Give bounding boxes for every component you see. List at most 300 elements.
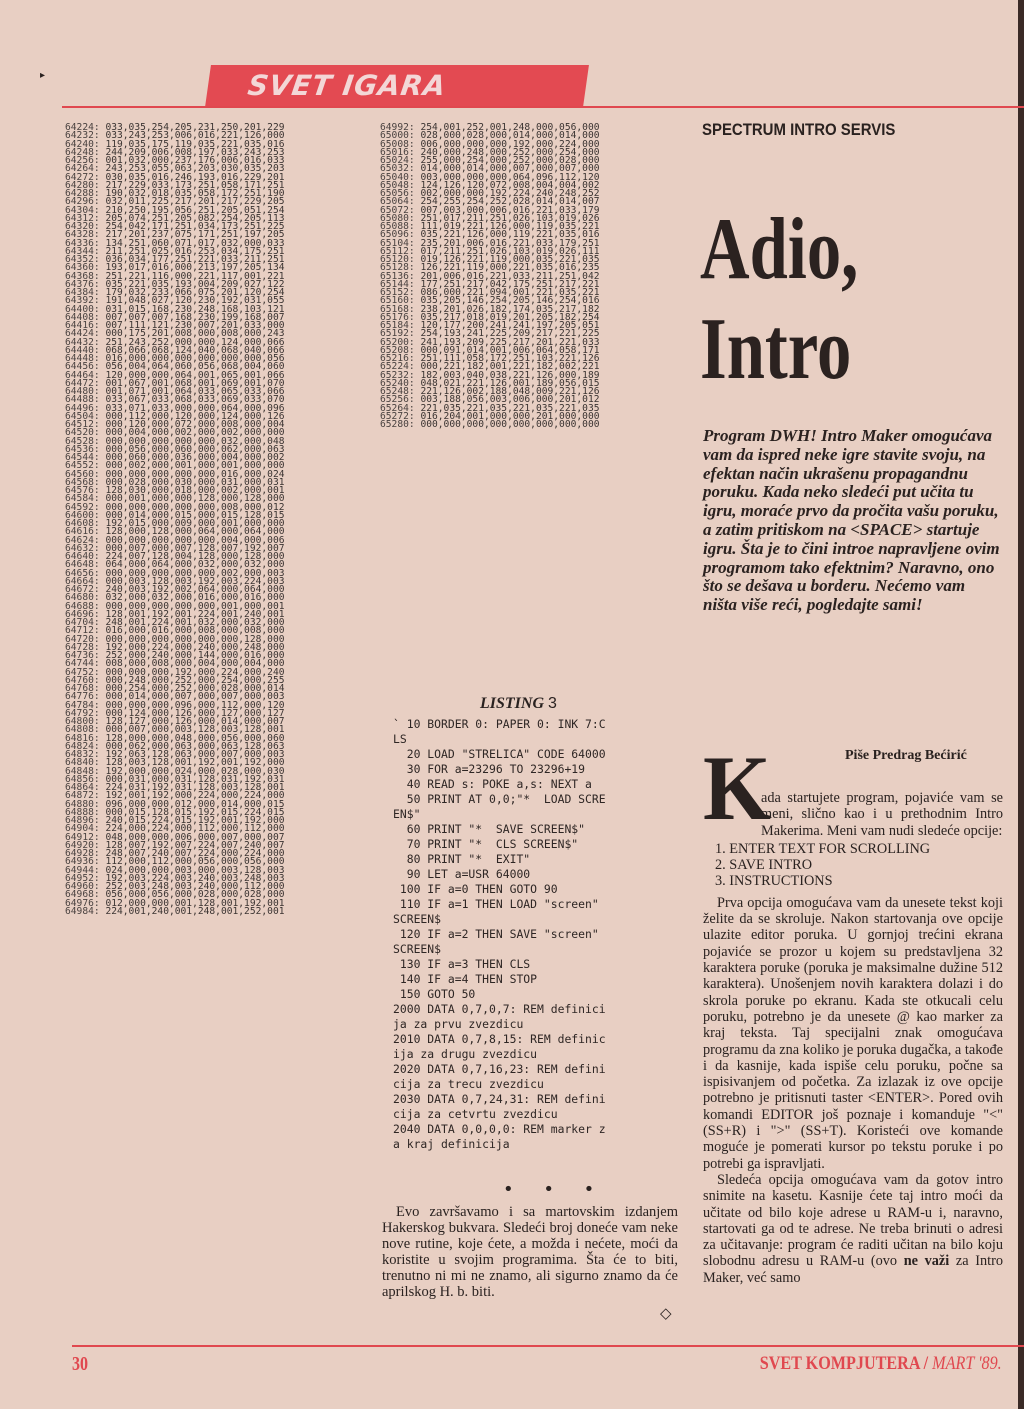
hex-address: 64584:: [65, 493, 100, 505]
hex-address: 64920:: [65, 839, 100, 851]
menu-option: 3. INSTRUCTIONS: [715, 872, 833, 889]
hex-address: 65104:: [380, 237, 415, 249]
hex-address: 64624:: [65, 534, 100, 546]
article-kicker: SPECTRUM INTRO SERVIS: [702, 120, 896, 139]
hex-address: 64616:: [65, 526, 100, 538]
hex-row: [380, 421, 600, 429]
hex-values: 000,254,000,252,000,028,000,014: [105, 683, 285, 694]
hex-address: 64576:: [65, 485, 100, 496]
hex-address: 64416:: [65, 320, 100, 331]
hex-address: 64264:: [65, 163, 100, 175]
hex-values: 128,000,128,000,064,000,064,000: [105, 526, 285, 538]
hex-address: 65128:: [380, 262, 415, 274]
hex-values: 033,243,253,006,016,221,126,000: [105, 130, 285, 142]
hex-values: 241,193,209,225,217,201,221,033: [420, 336, 600, 348]
hex-values: 002,000,000,192,224,240,248,252: [420, 188, 600, 199]
hex-address: 64528:: [65, 435, 100, 447]
hex-address: 65144:: [380, 278, 415, 290]
hex-values: 016,000,016,000,008,000,008,000: [105, 625, 285, 637]
hex-values: 192,003,224,003,240,003,248,003: [105, 872, 285, 884]
listing-title: [480, 695, 557, 713]
footer-magazine: [760, 1353, 1002, 1375]
hex-values: 014,000,014,000,007,000,007,000: [420, 163, 600, 175]
hex-values: 119,035,175,119,035,221,035,016: [105, 138, 285, 150]
hex-values: 035,205,146,254,205,146,254,016: [420, 295, 600, 307]
hex-values: 254,255,254,252,028,014,014,007: [420, 196, 600, 208]
hex-values: 035,221,035,193,004,209,027,122: [105, 278, 285, 290]
hex-address: 64664:: [65, 575, 100, 587]
hex-row: [65, 905, 285, 917]
hex-values: 033,035,254,205,231,250,201,229: [105, 122, 285, 133]
hex-address: 65048:: [380, 179, 415, 191]
hex-address: 65248:: [380, 386, 415, 397]
hex-values: 254,001,252,001,248,000,056,000: [420, 122, 600, 133]
hex-values: 000,000,000,096,000,112,000,120: [105, 699, 285, 711]
magazine-name: SVET KOMPJUTERA /: [759, 1353, 929, 1374]
section-separator: • • •: [503, 1179, 607, 1200]
hex-values: 240,015,224,015,192,001,192,000: [105, 815, 285, 826]
hex-dump-middle: [380, 124, 600, 429]
hex-address: 64376:: [65, 278, 100, 290]
hex-values: 000,002,000,001,000,001,000,000: [105, 460, 285, 472]
hex-address: 64224:: [65, 122, 100, 133]
hex-values: 128,127,000,126,000,014,000,007: [105, 716, 285, 727]
hex-values: 192,000,000,024,000,028,000,030: [105, 765, 285, 777]
hex-values: 003,188,056,003,006,000,201,012: [420, 394, 600, 406]
hex-address: 64992:: [380, 122, 415, 133]
hex-values: 224,007,128,004,128,000,128,000: [105, 551, 285, 562]
hex-values: 032,011,225,217,201,217,229,205: [105, 196, 285, 208]
hex-address: 64768:: [65, 683, 100, 694]
hex-values: 179,032,233,066,075,201,120,254: [105, 287, 285, 298]
hex-values: 191,048,027,120,230,192,031,055: [105, 295, 285, 307]
hex-values: 192,001,192,000,224,000,224,000: [105, 790, 285, 802]
hex-values: 064,000,064,000,032,000,032,000: [105, 559, 285, 571]
hex-address: 64352:: [65, 254, 100, 265]
hex-address: 64840:: [65, 757, 100, 769]
basic-listing: ` 10 BORDER 0: PAPER 0: INK 7:C LS 20 LOAD "STRELICA" CODE 64000 30 FOR a=23296 TO 23296+19 40 READ s: POKE a,s: NEXT a 50 PRINT AT 0,0;"* LOAD SCRE EN$" 60 PRINT "* SAVE SCREEN$" 70 PRINT "* CLS SCREEN$" 80 PRINT "* EXIT" 90 LET a=USR 64000 100 IF a=0 THEN GOTO 90 110 IF a=1 THEN LOAD "screen" SCREEN$ 120 IF a=2 THEN SAVE "screen" SCREEN$ 130 IF a=3 THEN CLS 140 IF a=4 THEN STOP 150 GOTO 50 2000 DATA 0,7,0,7: REM definici ja za prvu zvezdicu 2010 DATA 0,7,8,15: REM definic ija za drugu zvezdicu 2020 DATA 0,7,16,23: REM defini cija za trecu zvezdicu 2030 DATA 0,7,24,31: REM defini cija za cetvrtu zvezdicu 2040 DATA 0,0,0,0: REM marker z a kraj definicija: [393, 717, 606, 1151]
hex-values: 024,000,000,003,000,003,128,003: [105, 864, 285, 876]
hex-address: 65136:: [380, 270, 415, 282]
hex-values: 000,007,000,007,128,007,192,007: [105, 542, 285, 554]
hex-address: 64336:: [65, 237, 100, 249]
hex-address: 64496:: [65, 402, 100, 414]
hex-address: 65208:: [380, 344, 415, 356]
hex-values: 000,001,000,000,128,000,128,000: [105, 493, 285, 505]
hex-values: 003,000,000,000,064,096,112,120: [420, 171, 600, 183]
hex-address: 65120:: [380, 254, 415, 265]
hex-address: 64552:: [65, 460, 100, 472]
hex-values: 000,000,000,000,000,000,128,000: [105, 633, 285, 645]
hex-values: 251,017,211,251,026,103,019,026: [420, 212, 600, 224]
hex-address: 65112:: [380, 245, 415, 257]
hex-address: 64704:: [65, 617, 100, 628]
hex-address: 64400:: [65, 303, 100, 315]
hex-values: 007,007,007,168,230,199,168,007: [105, 311, 285, 323]
byline: Piše Predrag Bećirić: [845, 748, 967, 763]
hex-values: 211,251,025,016,253,034,175,251: [105, 245, 285, 257]
hex-address: 64896:: [65, 815, 100, 826]
hex-values: 255,000,254,000,252,000,028,000: [420, 155, 600, 166]
hex-address: 65224:: [380, 361, 415, 373]
hex-address: 64904:: [65, 823, 100, 835]
hex-address: 64504:: [65, 410, 100, 422]
hex-values: 000,014,000,015,000,015,128,015: [105, 509, 285, 521]
hex-address: 65184:: [380, 320, 415, 331]
hex-values: 238,201,026,182,174,035,217,182: [420, 303, 600, 315]
hex-values: 033,071,033,000,000,064,000,096: [105, 402, 285, 414]
hex-values: 193,017,016,000,213,197,205,134: [105, 262, 285, 274]
hex-address: 64568:: [65, 476, 100, 488]
hex-address: 65000:: [380, 130, 415, 142]
hex-values: 224,031,192,031,128,003,128,001: [105, 782, 285, 793]
hex-address: 65192:: [380, 328, 415, 340]
hex-address: 64304:: [65, 204, 100, 216]
hex-address: 64392:: [65, 295, 100, 307]
hex-dump-left: [65, 124, 285, 916]
hex-address: 64968:: [65, 889, 100, 901]
intro-paragraph: ada startujete program, pojaviće vam se meni, slično kao i u prethodnim Intro Makerima. Meni vam nudi sledeće opcije:: [761, 790, 1003, 839]
hex-address: 64480:: [65, 386, 100, 397]
hex-address: 64248:: [65, 146, 100, 158]
para2-text: Sledeća opcija omogućava vam da gotov intro snimite na kasetu. Kasnije ćete taj intro moći da učitate od bilo koje adrese u RAM-u i, naravno, startovati ga od te adrese. Ne treba brinuti o adresi za učitavanje: program će raditi učitan na bilo koju slobodnu adresu u RAM-u (ovo: [703, 1171, 1003, 1270]
hex-values: 000,000,000,000,000,008,000,012: [105, 501, 285, 513]
hex-values: 035,217,018,019,201,205,182,254: [420, 311, 600, 323]
hex-address: 65240:: [380, 377, 415, 389]
hex-address: 64608:: [65, 518, 100, 529]
hex-values: 128,007,192,007,224,007,240,007: [105, 839, 285, 851]
hex-address: 64912:: [65, 831, 100, 843]
hex-address: 64464:: [65, 369, 100, 381]
hex-values: 036,034,177,251,221,033,211,251: [105, 254, 285, 265]
hex-values: 201,006,016,221,033,211,251,042: [420, 270, 600, 282]
hex-values: 134,251,060,071,017,032,000,033: [105, 237, 285, 249]
hex-values: 000,000,000,000,000,000,000,000: [420, 419, 600, 430]
hex-address: 64312:: [65, 212, 100, 224]
hex-address: 65176:: [380, 311, 415, 323]
hex-address: 64440:: [65, 344, 100, 356]
hex-values: 033,067,033,068,033,069,033,070: [105, 394, 285, 406]
hex-address: 64656:: [65, 567, 100, 579]
hex-values: 177,251,217,042,175,251,217,221: [420, 278, 600, 290]
hex-address: 65032:: [380, 163, 415, 175]
hex-values: 251,111,058,172,251,103,221,126: [420, 353, 600, 364]
hex-address: 64592:: [65, 501, 100, 513]
listing-number: 3: [548, 695, 557, 712]
hex-address: 64856:: [65, 773, 100, 785]
hex-values: 240,000,248,000,252,000,254,000: [420, 146, 600, 158]
hex-values: 048,000,000,006,000,007,000,007: [105, 831, 285, 843]
hex-values: 217,201,237,075,171,251,197,205: [105, 229, 285, 241]
headline-line-2: Intro: [700, 301, 852, 398]
hex-values: 000,007,000,003,128,003,128,001: [105, 724, 285, 736]
hex-address: 64600:: [65, 509, 100, 521]
hex-address: 64872:: [65, 790, 100, 802]
end-diamond-icon: ◇: [660, 1304, 672, 1322]
hex-address: 64688:: [65, 600, 100, 612]
hex-values: 016,204,001,000,000,201,000,000: [420, 410, 600, 422]
hex-values: 096,000,000,012,000,014,000,015: [105, 798, 285, 810]
hex-address: 64984:: [65, 905, 100, 917]
hex-address: 65280:: [380, 419, 415, 430]
drop-cap: K: [703, 737, 771, 839]
hex-values: 254,193,241,225,209,217,221,225: [420, 328, 600, 340]
hex-address: 64976:: [65, 897, 100, 909]
hex-values: 224,001,240,001,248,001,252,001: [105, 905, 285, 917]
hex-address: 65056:: [380, 188, 415, 199]
hex-values: 217,229,033,173,251,058,171,251: [105, 179, 285, 191]
hex-values: 000,248,000,252,000,254,000,255: [105, 674, 285, 686]
hex-values: 000,120,000,072,000,008,000,004: [105, 419, 285, 430]
hex-values: 001,071,001,064,033,065,033,066: [105, 386, 285, 397]
hex-address: 64824:: [65, 740, 100, 752]
hex-address: 64672:: [65, 584, 100, 595]
hex-values: 251,243,252,000,000,124,000,066: [105, 336, 285, 348]
hex-values: 000,062,000,063,000,063,128,063: [105, 740, 285, 752]
hex-values: 001,032,000,237,176,006,016,033: [105, 155, 285, 166]
hex-address: 65080:: [380, 212, 415, 224]
hex-address: 65008:: [380, 138, 415, 150]
hex-values: 086,000,221,094,001,221,035,221: [420, 287, 600, 298]
hex-values: 012,000,000,001,128,001,192,001: [105, 897, 285, 909]
hex-values: 017,211,251,026,103,019,026,111: [420, 245, 600, 257]
hex-address: 65264:: [380, 402, 415, 414]
hex-address: 64632:: [65, 542, 100, 554]
hex-values: 128,001,192,001,224,001,240,001: [105, 608, 285, 620]
hex-values: 006,000,000,000,192,000,224,000: [420, 138, 600, 150]
hex-address: 65040:: [380, 171, 415, 183]
hex-values: 210,250,195,056,251,205,051,254: [105, 204, 285, 216]
hex-address: 65272:: [380, 410, 415, 422]
hex-address: 64328:: [65, 229, 100, 241]
hex-values: 000,000,000,000,000,002,000,003: [105, 567, 285, 579]
hex-address: 64792:: [65, 707, 100, 719]
hex-values: 000,060,000,036,000,004,000,002: [105, 452, 285, 463]
hex-address: 64272:: [65, 171, 100, 183]
hex-values: 235,201,006,016,221,033,179,251: [420, 237, 600, 249]
hex-address: 65088:: [380, 221, 415, 232]
hex-values: 251,221,116,000,221,117,001,221: [105, 270, 285, 282]
hex-values: 001,067,001,068,001,069,001,070: [105, 377, 285, 389]
hex-address: 65152:: [380, 287, 415, 298]
hex-address: 64368:: [65, 270, 100, 282]
hex-values: 016,000,000,000,000,000,000,056: [105, 353, 285, 364]
hex-values: 032,000,032,000,016,000,016,000: [105, 592, 285, 604]
hex-values: 124,126,120,072,008,004,004,002: [420, 179, 600, 191]
hex-values: 000,000,000,192,000,224,000,240: [105, 666, 285, 678]
hex-values: 007,003,000,006,016,221,033,179: [420, 204, 600, 216]
hex-values: 000,014,000,007,000,007,000,003: [105, 691, 285, 703]
hex-values: 000,056,000,060,000,062,000,063: [105, 443, 285, 455]
hex-address: 64832:: [65, 749, 100, 760]
hex-values: 000,124,000,126,000,127,000,127: [105, 707, 285, 719]
hex-address: 64296:: [65, 196, 100, 208]
hex-values: 112,000,112,000,056,000,056,000: [105, 856, 285, 868]
hex-address: 64936:: [65, 856, 100, 868]
hex-address: 65232:: [380, 369, 415, 381]
hex-values: 252,000,240,000,144,000,016,000: [105, 650, 285, 661]
hex-address: 64720:: [65, 633, 100, 645]
hex-values: 252,003,248,003,240,000,112,000: [105, 881, 285, 892]
hex-values: 182,003,040,038,221,126,000,189: [420, 369, 600, 381]
hex-values: 221,035,221,035,221,035,221,035: [420, 402, 600, 414]
hex-address: 64560:: [65, 468, 100, 480]
hex-address: 64944:: [65, 864, 100, 876]
hex-values: 000,175,201,008,000,008,000,243: [105, 328, 285, 340]
hex-address: 64544:: [65, 452, 100, 463]
hex-address: 64808:: [65, 724, 100, 736]
hex-address: 65256:: [380, 394, 415, 406]
hex-address: 64744:: [65, 658, 100, 670]
menu-options-list: [703, 841, 1003, 889]
headline-line-1: Adio,: [700, 201, 859, 298]
hex-values: 000,028,000,030,000,031,000,031: [105, 476, 285, 488]
hex-values: 030,035,016,246,193,016,229,201: [105, 171, 285, 183]
hex-values: 205,074,251,205,082,254,205,113: [105, 212, 285, 224]
hex-values: 000,003,128,003,192,003,224,003: [105, 575, 285, 587]
hex-address: 64408:: [65, 311, 100, 323]
hex-values: 120,000,000,064,001,065,001,066: [105, 369, 285, 381]
hex-address: 64360:: [65, 262, 100, 274]
hex-values: 000,000,000,000,000,016,000,024: [105, 468, 285, 480]
hex-address: 64280:: [65, 179, 100, 191]
hex-values: 254,042,171,251,034,173,251,225: [105, 221, 285, 232]
hex-values: 192,015,000,009,000,001,000,000: [105, 518, 285, 529]
hex-values: 248,007,240,007,224,000,224,000: [105, 848, 285, 859]
article-lead: Program DWH! Intro Maker omogućava vam da ispred neke igre stavite svoju, na efektan način ukrašenu propagandnu poruku. Kada neko sledeći put učita tu igru, moraće prvo da pročita vašu poruku, a zatim pritiskom na <SPACE> startuje igru. Šta je to čini introe napravljene ovim programom tako efektnim? Naravno, ono što se dešava u borderu. Nećemo vam ništa više reći, pogledajte sami!: [703, 426, 1000, 615]
hex-address: 64960:: [65, 881, 100, 892]
paragraph-first-option: Prva opcija omogućava vam da unesete tekst koji želite da se skroluje. Nakon startovanja ove opcije ulazite editor poruka. U gornjoj trećini ekrana pojaviće se prozor u kojem su predstavljena 32 karaktera poruke (poruka je maksimalne dužine 512 karaktera). Unošenjem novih karaktera dolazi i do skrola poruke po ekranu. Kada ste otkucali celu poruku, potrebno je da unesete @ kao marker za kraj teksta. Taj specijalni znak omogućava programu da zna koliko je poruka dugačka, a takođe i da kasnije, kada ispiše celu poruku, počne sa ispisivanjem od početka. Za izlazak iz ove opcije potrebno je pritisnuti taster <ENTER>. Pored ovih komandi EDITOR još poznaje i komanduje "<" (SS+R) i ">" (SS+T). Koristeći ove komande moguće je pomerati kursor po tekstu poruke i po potrebi ga ispravljati.: [703, 894, 1003, 1172]
hex-values: 035,221,126,000,119,221,035,016: [420, 229, 600, 241]
hex-values: 000,221,182,001,221,182,002,221: [420, 361, 600, 373]
hex-address: 64232:: [65, 130, 100, 142]
hex-values: 056,000,056,000,028,000,028,000: [105, 889, 285, 901]
hex-address: 64344:: [65, 245, 100, 257]
hex-address: 65216:: [380, 353, 415, 364]
hex-values: 028,000,028,000,014,000,014,000: [420, 130, 600, 142]
hex-values: 000,091,014,001,006,064,058,171: [420, 344, 600, 356]
hex-address: 64816:: [65, 732, 100, 744]
hex-address: 64472:: [65, 377, 100, 389]
hex-address: 64448:: [65, 353, 100, 364]
hex-address: 64432:: [65, 336, 100, 348]
hex-address: 64256:: [65, 155, 100, 166]
hex-address: 65024:: [380, 155, 415, 166]
hex-values: 192,000,224,000,240,000,248,000: [105, 641, 285, 653]
article-body: [703, 790, 1003, 1286]
hex-values: 190,032,018,035,058,172,251,190: [105, 188, 285, 199]
para2-bold: ne važi: [903, 1253, 950, 1270]
hex-address: 65160:: [380, 295, 415, 307]
hex-values: 000,015,128,015,192,015,224,015: [105, 806, 285, 818]
hex-address: 65200:: [380, 336, 415, 348]
hex-address: 64488:: [65, 394, 100, 406]
hex-address: 64424:: [65, 328, 100, 340]
hex-address: 64736:: [65, 650, 100, 661]
hex-values: 243,253,055,063,203,030,035,203: [105, 163, 285, 175]
article-headline: [700, 200, 858, 400]
hex-values: 221,126,002,188,048,009,221,126: [420, 386, 600, 397]
hex-address: 64680:: [65, 592, 100, 604]
hex-address: 64728:: [65, 641, 100, 653]
paragraph-second-option: [703, 1172, 1003, 1286]
hex-values: 120,177,200,241,241,197,205,051: [420, 320, 600, 331]
section-banner: [205, 65, 589, 107]
hex-values: 048,021,221,126,001,189,056,015: [420, 377, 600, 389]
hex-values: 000,112,000,120,000,124,000,126: [105, 410, 285, 422]
hex-values: 111,019,221,126,000,119,035,221: [420, 221, 600, 232]
hex-address: 64536:: [65, 443, 100, 455]
hex-address: 64848:: [65, 765, 100, 777]
hex-values: 007,111,121,230,007,201,033,000: [105, 320, 285, 331]
listing-label: LISTING: [480, 695, 545, 712]
hex-address: 64864:: [65, 782, 100, 793]
para2-text-end: za Intro Maker, već samo: [703, 1253, 1003, 1286]
hex-address: 64512:: [65, 419, 100, 430]
hex-values: 128,030,000,018,000,002,000,001: [105, 485, 285, 496]
hex-address: 65064:: [380, 196, 415, 208]
bullet-mark: ▸: [40, 70, 46, 81]
page-number: 30: [72, 1353, 88, 1375]
hex-values: 031,015,168,230,248,168,103,121: [105, 303, 285, 315]
footer-rule: [72, 1345, 1024, 1347]
hex-address: 64880:: [65, 798, 100, 810]
hex-values: 056,004,064,060,056,068,004,060: [105, 361, 285, 373]
hex-address: 64320:: [65, 221, 100, 232]
outro-paragraph: Evo završavamo i sa martovskim izdanjem Hakerskog bukvara. Sledeći broj doneće vam neke nove rutine, koje ćete, a možda i nećete, moći da koristite u svojim programima. Šta će to biti, trenutno ni mi ne znamo, ali sigurno znamo da će aprilskog H. b. biti.: [382, 1204, 678, 1300]
hex-address: 64752:: [65, 666, 100, 678]
hex-values: 068,066,068,124,040,068,040,066: [105, 344, 285, 356]
hex-address: 64696:: [65, 608, 100, 620]
hex-values: 008,000,008,000,004,000,004,000: [105, 658, 285, 670]
hex-values: 248,001,224,001,032,000,032,000: [105, 617, 285, 628]
menu-option: 2. SAVE INTRO: [715, 856, 813, 873]
hex-address: 64240:: [65, 138, 100, 150]
menu-option: 1. ENTER TEXT FOR SCROLLING: [715, 840, 931, 857]
hex-values: 000,000,000,000,000,032,000,048: [105, 435, 285, 447]
hex-address: 64776:: [65, 691, 100, 703]
hex-address: 64784:: [65, 699, 100, 711]
hex-address: 64928:: [65, 848, 100, 859]
hex-address: 65096:: [380, 229, 415, 241]
hex-values: 240,003,192,002,064,000,064,000: [105, 584, 285, 595]
hex-values: 000,031,000,031,128,031,192,031: [105, 773, 285, 785]
hex-values: 000,004,000,002,000,002,000,000: [105, 427, 285, 439]
hex-values: 126,221,119,000,221,035,016,235: [420, 262, 600, 274]
hex-address: 64760:: [65, 674, 100, 686]
hex-address: 65168:: [380, 303, 415, 315]
hex-address: 64456:: [65, 361, 100, 373]
hex-address: 64712:: [65, 625, 100, 637]
hex-address: 64288:: [65, 188, 100, 199]
section-title: SVET IGARA: [245, 69, 449, 102]
hex-address: 64888:: [65, 806, 100, 818]
hex-address: 64384:: [65, 287, 100, 298]
hex-address: 64952:: [65, 872, 100, 884]
hex-values: 244,209,006,008,197,033,243,253: [105, 146, 285, 158]
hex-address: 64520:: [65, 427, 100, 439]
hex-address: 64640:: [65, 551, 100, 562]
hex-address: 65016:: [380, 146, 415, 158]
hex-values: 019,126,221,119,000,035,221,035: [420, 254, 600, 265]
hex-address: 64800:: [65, 716, 100, 727]
page-edge: [1018, 0, 1024, 1409]
issue-date: MART '89.: [932, 1353, 1002, 1374]
hex-values: 224,000,224,000,112,000,112,000: [105, 823, 285, 835]
hex-values: 128,003,128,001,192,001,192,000: [105, 757, 285, 769]
hex-values: 192,063,128,063,000,007,000,003: [105, 749, 285, 760]
header-rule: [62, 106, 1024, 108]
